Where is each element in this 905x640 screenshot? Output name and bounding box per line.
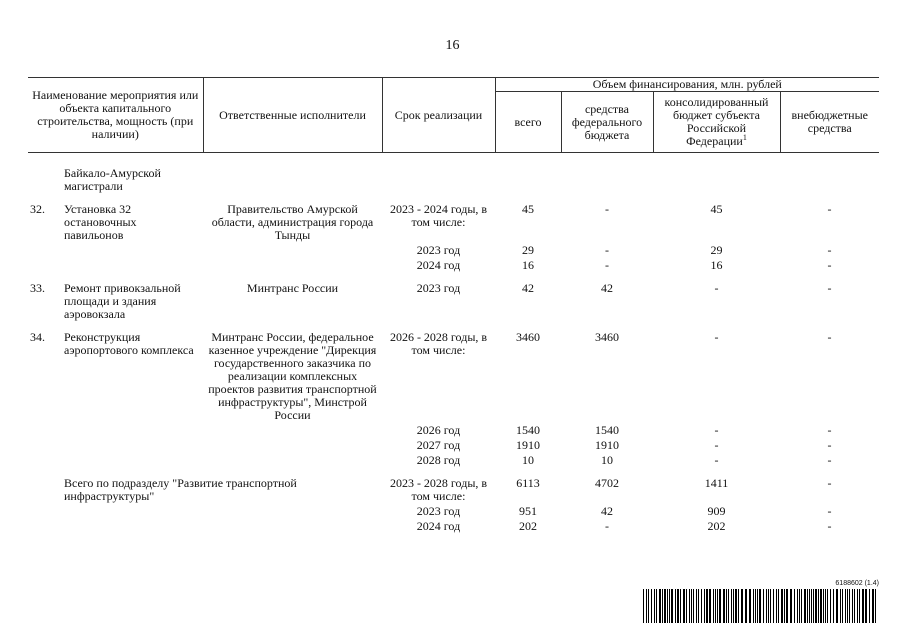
row-federal: - (605, 519, 609, 533)
barcode-bar (784, 589, 785, 623)
barcode-bar (776, 589, 777, 623)
barcode-bar (865, 589, 867, 623)
row-executors (203, 243, 382, 258)
barcode-bar (726, 589, 727, 623)
row-regional: 202 (707, 519, 726, 533)
table-row (28, 504, 879, 519)
barcode-bar (807, 589, 808, 623)
row-extra: - (827, 453, 832, 467)
row-name (62, 504, 203, 519)
table-row (28, 202, 879, 243)
barcode-bar (797, 589, 798, 623)
barcode-bar (763, 589, 764, 623)
row-total: 951 (519, 504, 537, 518)
table-row (28, 153, 879, 195)
header-executors: Ответственные исполнители (203, 78, 382, 153)
barcode-bar (768, 589, 769, 623)
barcode-bar (786, 589, 788, 623)
barcode (641, 580, 881, 623)
barcode-bar (646, 589, 647, 623)
table-row (28, 423, 879, 438)
row-federal: - (605, 243, 609, 257)
barcode-bar (691, 589, 692, 623)
table-row (28, 281, 879, 322)
row-regional (653, 153, 780, 195)
barcode-bar (818, 589, 819, 623)
row-regional: 16 (710, 258, 723, 272)
barcode-bar (677, 589, 679, 623)
row-name (62, 453, 203, 468)
row-executors (203, 153, 382, 195)
row-name (62, 519, 203, 534)
barcode-bar (659, 589, 661, 623)
row-executors (203, 519, 382, 534)
row-executors: Минтранс России (246, 281, 339, 295)
barcode-bar (847, 589, 848, 623)
barcode-bar (811, 589, 812, 623)
header-regional-footnote: 1 (742, 133, 747, 142)
row-federal: 10 (601, 453, 613, 467)
barcode-bar (794, 589, 795, 623)
row-total: 45 (522, 202, 534, 216)
header-period: Срок реализации (382, 78, 495, 153)
row-total: 202 (519, 519, 537, 533)
barcode-bar (875, 589, 876, 623)
header-extra: внебюджетные средства (780, 92, 879, 153)
row-federal: 3460 (595, 330, 619, 344)
row-total: 6113 (516, 476, 540, 490)
row-executors (203, 504, 382, 519)
barcode-bar (869, 589, 870, 623)
barcode-bar (713, 589, 714, 623)
row-period (382, 153, 495, 195)
row-total: 1540 (516, 423, 540, 437)
row-extra: - (827, 504, 832, 518)
barcode-bar (766, 589, 767, 623)
table-row (28, 438, 879, 453)
barcode-bar (701, 589, 702, 623)
row-extra: - (827, 519, 832, 533)
barcode-bar (731, 589, 732, 623)
barcode-bar (749, 589, 751, 623)
barcode-bar (840, 589, 841, 623)
table-row (28, 519, 879, 534)
header-regional (653, 92, 780, 153)
row-federal: 4702 (595, 476, 619, 490)
row-extra: - (827, 476, 832, 490)
row-federal: 1540 (595, 423, 619, 437)
row-regional: - (714, 423, 719, 437)
row-period: 2023 - 2028 годы, в том числе: (389, 476, 488, 503)
barcode-bar (728, 589, 729, 623)
row-executors (203, 453, 382, 468)
row-name (62, 438, 203, 453)
barcode-bar (827, 589, 828, 623)
barcode-bar (770, 589, 771, 623)
barcode-bar (683, 589, 685, 623)
barcode-bar (862, 589, 864, 623)
header-name: Наименование мероприятия или объекта капитального строительства, мощность (при наличии) (28, 78, 203, 153)
row-spacer-cell (28, 273, 879, 281)
row-number (28, 438, 62, 453)
row-spacer-cell (28, 194, 879, 202)
page-number: 16 (445, 38, 460, 53)
barcode-bar (781, 589, 783, 623)
barcode-bar (689, 589, 690, 623)
barcode-bar (706, 589, 708, 623)
row-period: 2024 год (416, 519, 461, 533)
row-spacer (28, 194, 879, 202)
barcode-bar (664, 589, 666, 623)
barcode-bar (662, 589, 663, 623)
row-extra: - (827, 281, 832, 295)
barcode-bar (854, 589, 855, 623)
row-extra: - (827, 438, 832, 452)
barcode-bar (704, 589, 705, 623)
barcode-bar (759, 589, 761, 623)
barcode-bar (693, 589, 694, 623)
row-name (62, 258, 203, 273)
barcode-bar (820, 589, 822, 623)
table-row (28, 476, 879, 504)
row-regional: 909 (707, 504, 726, 518)
row-period: 2023 год (416, 504, 461, 518)
barcode-bar (651, 589, 652, 623)
row-period: 2023 - 2024 годы, в том числе: (389, 202, 488, 229)
barcode-bar (813, 589, 814, 623)
barcode-bar (667, 589, 668, 623)
barcode-bar (717, 589, 718, 623)
row-spacer-cell (28, 322, 879, 330)
barcode-bar (741, 589, 743, 623)
barcode-bar (845, 589, 846, 623)
barcode-bar (671, 589, 673, 623)
barcode-bar (733, 589, 734, 623)
barcode-bar (778, 589, 779, 623)
barcode-text: 6188602 (1.4) (835, 580, 879, 587)
barcode-bar (643, 589, 644, 623)
row-name: Байкало-Амурской магистрали (64, 166, 161, 193)
row-number (28, 258, 62, 273)
row-period: 2023 год (416, 243, 461, 257)
table-row (28, 330, 879, 423)
row-number: 32. (30, 202, 45, 216)
row-spacer (28, 273, 879, 281)
barcode-bar (680, 589, 681, 623)
barcode-bar (857, 589, 858, 623)
row-name: Реконструкция аэропортового комплекса (64, 330, 194, 357)
barcode-bar (709, 589, 711, 623)
barcode-bar (675, 589, 676, 623)
row-number: 34. (30, 330, 45, 344)
barcode-bar (833, 589, 834, 623)
row-number (28, 504, 62, 519)
row-spacer-cell (28, 468, 879, 476)
row-name (62, 243, 203, 258)
row-extra: - (827, 330, 832, 344)
row-federal (561, 153, 653, 195)
barcode-bar (852, 589, 853, 623)
row-period: 2027 год (416, 438, 461, 452)
row-number: 33. (30, 281, 45, 295)
row-regional: 29 (710, 243, 723, 257)
barcode-bar (686, 589, 687, 623)
row-period: 2023 год (416, 281, 461, 295)
row-extra: - (827, 243, 832, 257)
row-total (495, 153, 561, 195)
barcode-bar (790, 589, 792, 623)
header-total: всего (495, 92, 561, 153)
barcode-bar (804, 589, 806, 623)
row-regional: - (714, 453, 719, 467)
barcode-bar (719, 589, 721, 623)
row-total: 3460 (516, 330, 540, 344)
header-financing: Объем финансирования, млн. рублей (495, 78, 879, 92)
barcode-bar (801, 589, 802, 623)
row-regional: 1411 (704, 476, 729, 490)
row-executors (203, 423, 382, 438)
row-period: 2026 год (416, 423, 461, 437)
row-executors: Минтранс России, федеральное казенное учреждение "Дирекция государственного заказчика по реализации комплексных проектов развития транспортной инфраструктуры", Минстрой России (208, 330, 377, 422)
row-number (28, 243, 62, 258)
row-executors: Правительство Амурской области, администрация города Тынды (211, 202, 374, 242)
barcode-bar (656, 589, 657, 623)
row-regional: - (714, 330, 719, 344)
row-total: 42 (522, 281, 534, 295)
barcode-bar (755, 589, 756, 623)
barcode-bar (859, 589, 860, 623)
row-federal: 1910 (595, 438, 619, 452)
row-period: 2026 - 2028 годы, в том числе: (389, 330, 488, 357)
row-number (28, 153, 62, 195)
row-name (62, 423, 203, 438)
barcode-bar (735, 589, 737, 623)
row-name: Всего по подразделу "Развитие транспортной инфраструктуры" (64, 476, 297, 503)
barcode-bar (669, 589, 670, 623)
row-name: Ремонт привокзальной площади и здания аэровокзала (64, 281, 181, 321)
barcode-bar (745, 589, 747, 623)
barcode-bar (753, 589, 754, 623)
row-federal: - (605, 258, 609, 272)
row-federal: - (605, 202, 609, 216)
row-spacer (28, 468, 879, 476)
barcode-bar (830, 589, 831, 623)
barcode-bar (872, 589, 874, 623)
table-body (28, 153, 879, 535)
row-federal: 42 (601, 281, 613, 295)
barcode-bar (648, 589, 649, 623)
row-number (28, 453, 62, 468)
barcode-bar (799, 589, 800, 623)
row-total: 29 (522, 243, 534, 257)
row-extra: - (827, 423, 832, 437)
barcode-bar (723, 589, 725, 623)
barcode-bar (842, 589, 843, 623)
barcode-bar (809, 589, 810, 623)
barcode-bar (654, 589, 655, 623)
row-regional: - (714, 281, 719, 295)
row-period: 2028 год (416, 453, 461, 467)
row-total: 10 (522, 453, 534, 467)
barcode-bar (825, 589, 826, 623)
row-executors (203, 438, 382, 453)
barcode-bar (738, 589, 739, 623)
table-row (28, 243, 879, 258)
table-row (28, 453, 879, 468)
row-total: 16 (522, 258, 534, 272)
row-extra: - (827, 202, 832, 216)
barcode-bar (849, 589, 850, 623)
header-federal: средства федерального бюджета (561, 92, 653, 153)
header-regional-text: консолидированный бюджет субъекта Российской Федерации (664, 95, 769, 148)
barcode-bar (696, 589, 697, 623)
barcode-bar (757, 589, 758, 623)
barcode-bar (823, 589, 824, 623)
barcode-bar (715, 589, 716, 623)
row-total: 1910 (516, 438, 540, 452)
barcode-bar (698, 589, 699, 623)
barcode-bar (773, 589, 774, 623)
row-regional: - (714, 438, 719, 452)
row-extra: - (827, 258, 832, 272)
row-federal: 42 (601, 504, 613, 518)
row-number (28, 519, 62, 534)
row-spacer (28, 322, 879, 330)
barcode-bar (815, 589, 817, 623)
financing-table (28, 77, 879, 534)
barcode-bar (836, 589, 838, 623)
table-row (28, 258, 879, 273)
barcode-image (641, 589, 881, 623)
row-regional: 45 (710, 202, 723, 216)
row-number (28, 476, 62, 504)
row-executors (203, 258, 382, 273)
row-period: 2024 год (416, 258, 461, 272)
row-extra (780, 153, 879, 195)
row-name: Установка 32 остановочных павильонов (64, 202, 137, 242)
row-number (28, 423, 62, 438)
